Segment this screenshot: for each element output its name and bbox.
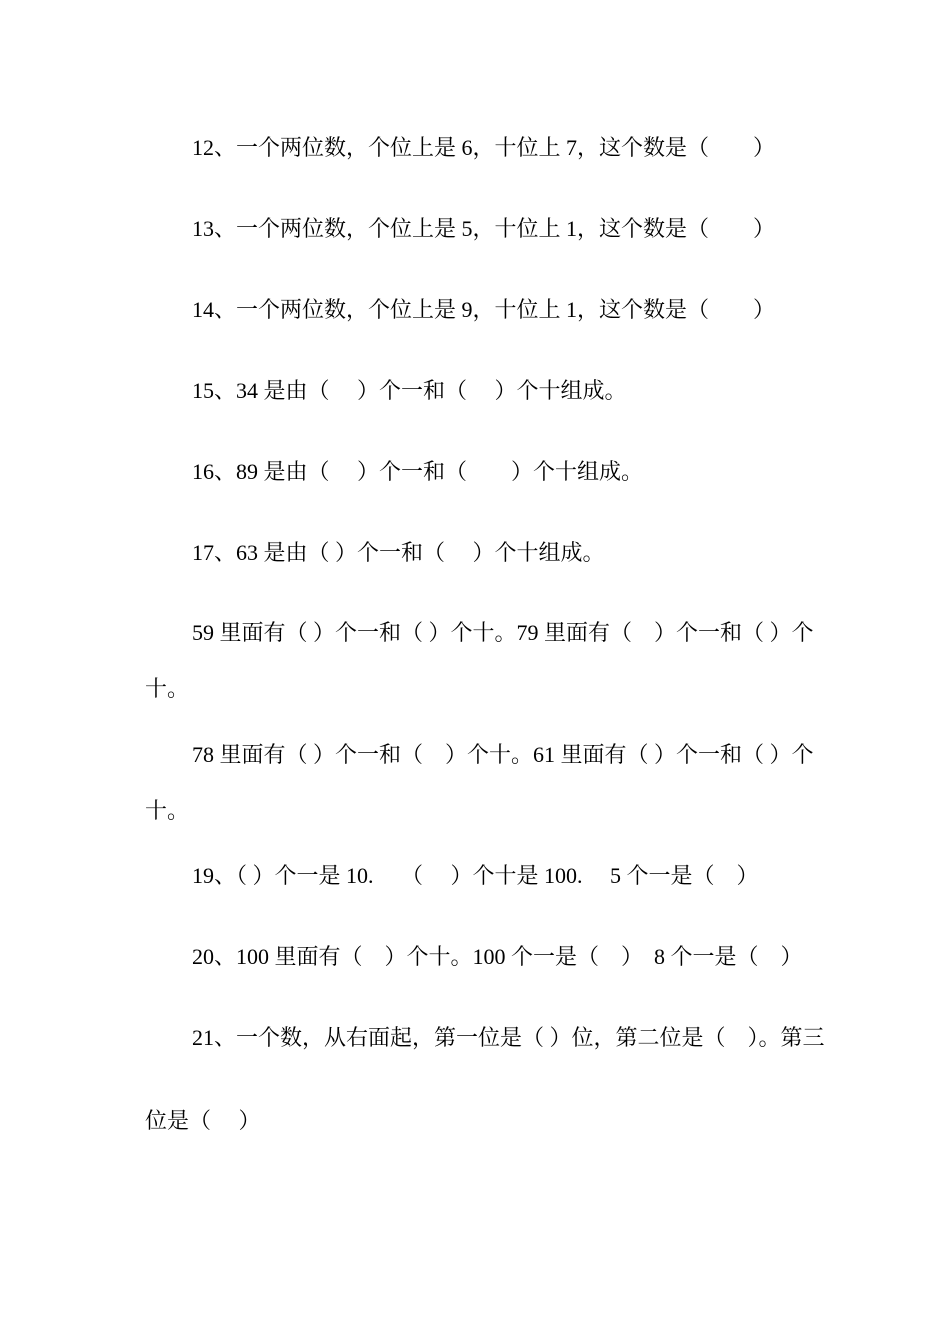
question-16: 16、89 是由（ ）个一和（ ）个十组成。	[192, 459, 644, 484]
question-14: 14、一个两位数，个位上是 9，十位上 1，这个数是（ ）	[192, 297, 776, 322]
question-15: 15、34 是由（ ）个一和（ ）个十组成。	[192, 378, 627, 403]
question-59-79-continuation: 十。	[145, 676, 190, 701]
question-19: 19、（ ）个一是 10. （ ）个十是 100. 5 个一是（ ）	[192, 863, 759, 888]
question-21: 21、一个数，从右面起，第一位是（ ）位，第二位是（ ）。第三	[192, 1025, 825, 1050]
question-78-61-continuation: 十。	[145, 798, 190, 823]
question-59-79: 59 里面有（ ）个一和（ ）个十。79 里面有（ ）个一和（ ）个	[192, 620, 814, 645]
question-17: 17、63 是由（ ）个一和（ ）个十组成。	[192, 540, 605, 565]
question-13: 13、一个两位数，个位上是 5，十位上 1，这个数是（ ）	[192, 216, 776, 241]
question-21-continuation: 位是（ ）	[145, 1108, 261, 1133]
question-12: 12、一个两位数，个位上是 6，十位上 7，这个数是（ ）	[192, 135, 776, 160]
question-78-61: 78 里面有（ ）个一和（ ）个十。61 里面有（ ）个一和（ ）个	[192, 742, 814, 767]
question-20: 20、100 里面有（ ）个十。100 个一是（ ） 8 个一是（ ）	[192, 944, 803, 969]
